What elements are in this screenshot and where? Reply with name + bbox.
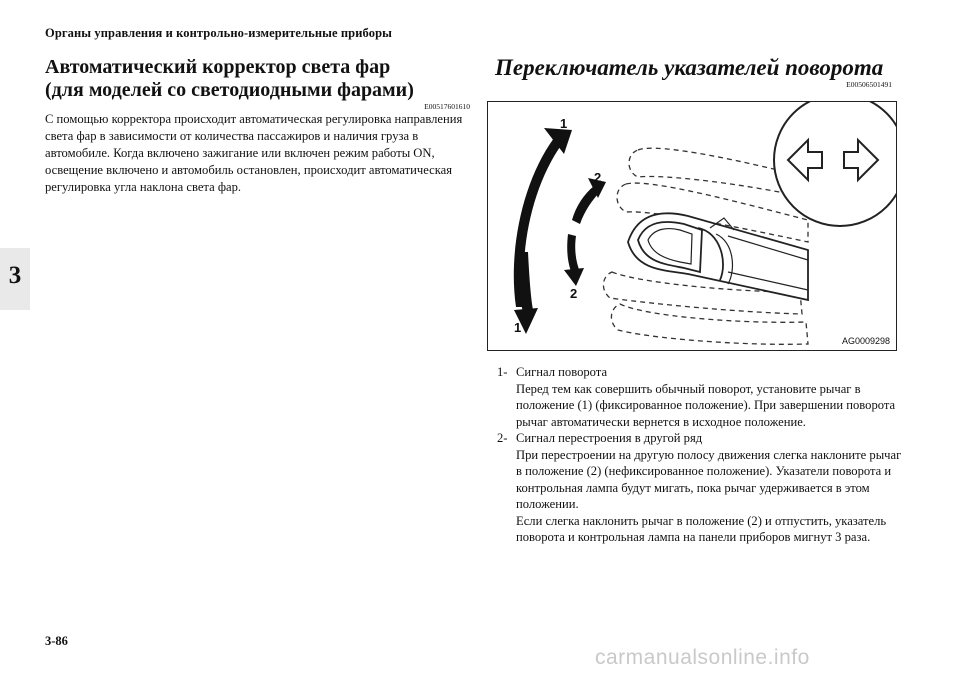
callout-1-top: 1 xyxy=(560,116,568,131)
callout-2-bottom: 2 xyxy=(570,286,578,301)
section-title-headlight-leveling xyxy=(45,56,465,102)
list-item-text: Перед тем как совершить обычный поворот, установите рычаг в положение (1) (фиксированное положение). При завершении поворота рычаг автоматически вернется в исходное положение. xyxy=(516,381,896,429)
arrow-position-2 xyxy=(564,178,606,286)
list-item-heading: Сигнал перестроения в другой ряд xyxy=(516,431,703,445)
list-item-number: 1- xyxy=(497,365,508,379)
list-item-text: При перестроении на другую полосу движения слегка наклоните рычаг в положение (2) (нефиксированное положение). Указатели поворота и контрольная лампа будут мигать, пока рычаг удерживается в этом положении. xyxy=(516,447,902,511)
chapter-tab-number: 3 xyxy=(8,262,22,289)
turn-signal-lever-illustration xyxy=(487,101,897,351)
section-code-right: E00506501491 xyxy=(846,80,892,89)
running-header: Органы управления и контрольно-измерительные приборы xyxy=(45,26,392,40)
turn-signal-description-list xyxy=(497,364,907,546)
list-item-heading: Сигнал поворота xyxy=(516,365,608,379)
list-item xyxy=(497,364,907,430)
callout-1-bottom: 1 xyxy=(514,320,522,335)
page-number: 3-86 xyxy=(45,634,68,648)
arrow-position-1 xyxy=(514,128,572,334)
list-item-number: 2- xyxy=(497,431,508,445)
section-title-line-1: Автоматический корректор света фар xyxy=(45,56,391,78)
section-body-text: С помощью корректора происходит автоматическая регулировка направления света фар в зависимости от количества пассажиров и наличия груза в автомобиле. Когда включено зажигание или включен режим работы ON, освещение включено и автомобиль остановлен, происходит автоматическая регулировка угла наклона света фар. xyxy=(45,112,463,194)
lever-body xyxy=(628,213,808,300)
section-title-turn-signal: Переключатель указателей поворота xyxy=(495,55,884,80)
list-item-extra-text: Если слегка наклонить рычаг в положение (2) и отпустить, указатель поворота и контрольная лампа на панели приборов мигнут 3 раза. xyxy=(516,513,887,544)
watermark: carmanualsonline.info xyxy=(595,646,810,669)
callout-2-top: 2 xyxy=(594,170,602,185)
figure-id-label: AG0009298 xyxy=(841,336,890,346)
section-code: E00517601610 xyxy=(424,102,470,111)
ghost-position-down-1 xyxy=(611,304,808,344)
turn-signal-arrows-icon xyxy=(774,102,896,226)
lever-diagram-svg xyxy=(488,102,896,350)
section-title-line-2: (для моделей со светодиодными фарами) xyxy=(45,79,414,101)
list-item xyxy=(497,430,907,546)
